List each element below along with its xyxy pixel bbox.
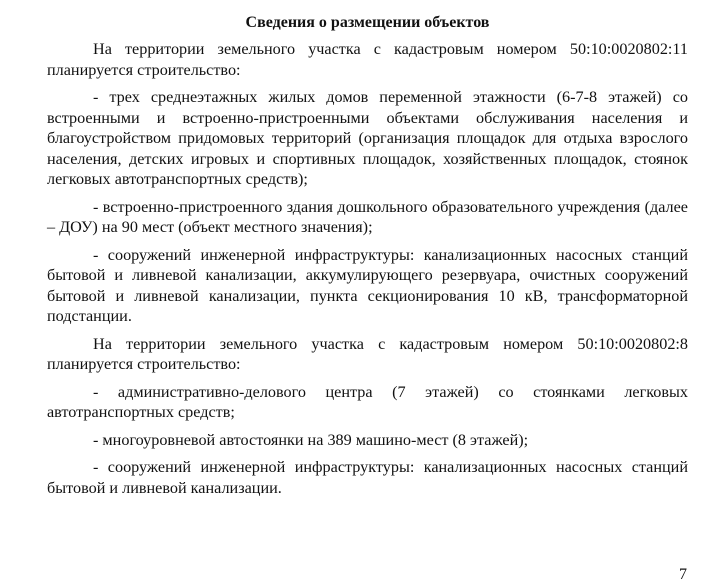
paragraph-infrastructure-plot-11: - сооружений инженерной инфраструктуры: канализационных насосных станций бытовой и ливневой канализации, аккумулирующего резервуара, очистных сооружений бытовой и ливневой канализации, пункта секционирования 10 кВ, трансформаторной подстанции. (47, 245, 688, 325)
paragraph-plot-11-intro: На территории земельного участка с кадастровым номером 50:10:0020802:11 планируется строительство: (47, 40, 688, 79)
document-page (47, 13, 688, 505)
paragraph-business-center: - административно-делового центра (7 этажей) со стоянками легковых автотранспортных средств; (47, 382, 688, 421)
paragraph-residential-houses: - трех среднеэтажных жилых домов переменной этажности (6-7-8 этажей) со встроенными и встроенно-пристроенными объектами обслуживания населения и благоустройством придомовых территорий (организация площадок для отдыха взрослого населения, детских игровых и спортивных площадок, хозяйственных площадок, стоянок легковых автотранспортных средств); (47, 88, 688, 188)
paragraph-plot-8-intro: На территории земельного участка с кадастровым номером 50:10:0020802:8 планируется строительство: (47, 334, 688, 373)
paragraph-kindergarten: - встроенно-пристроенного здания дошкольного образовательного учреждения (далее – ДОУ) на 90 мест (объект местного значения); (47, 197, 688, 236)
paragraph-infrastructure-plot-8: - сооружений инженерной инфраструктуры: канализационных насосных станций бытовой и ливневой канализации. (47, 458, 688, 497)
paragraph-parking: - многоуровневой автостоянки на 389 машино-мест (8 этажей); (93, 430, 529, 449)
page-number: 7 (679, 566, 687, 583)
document-title: Сведения о размещении объектов (245, 14, 490, 31)
